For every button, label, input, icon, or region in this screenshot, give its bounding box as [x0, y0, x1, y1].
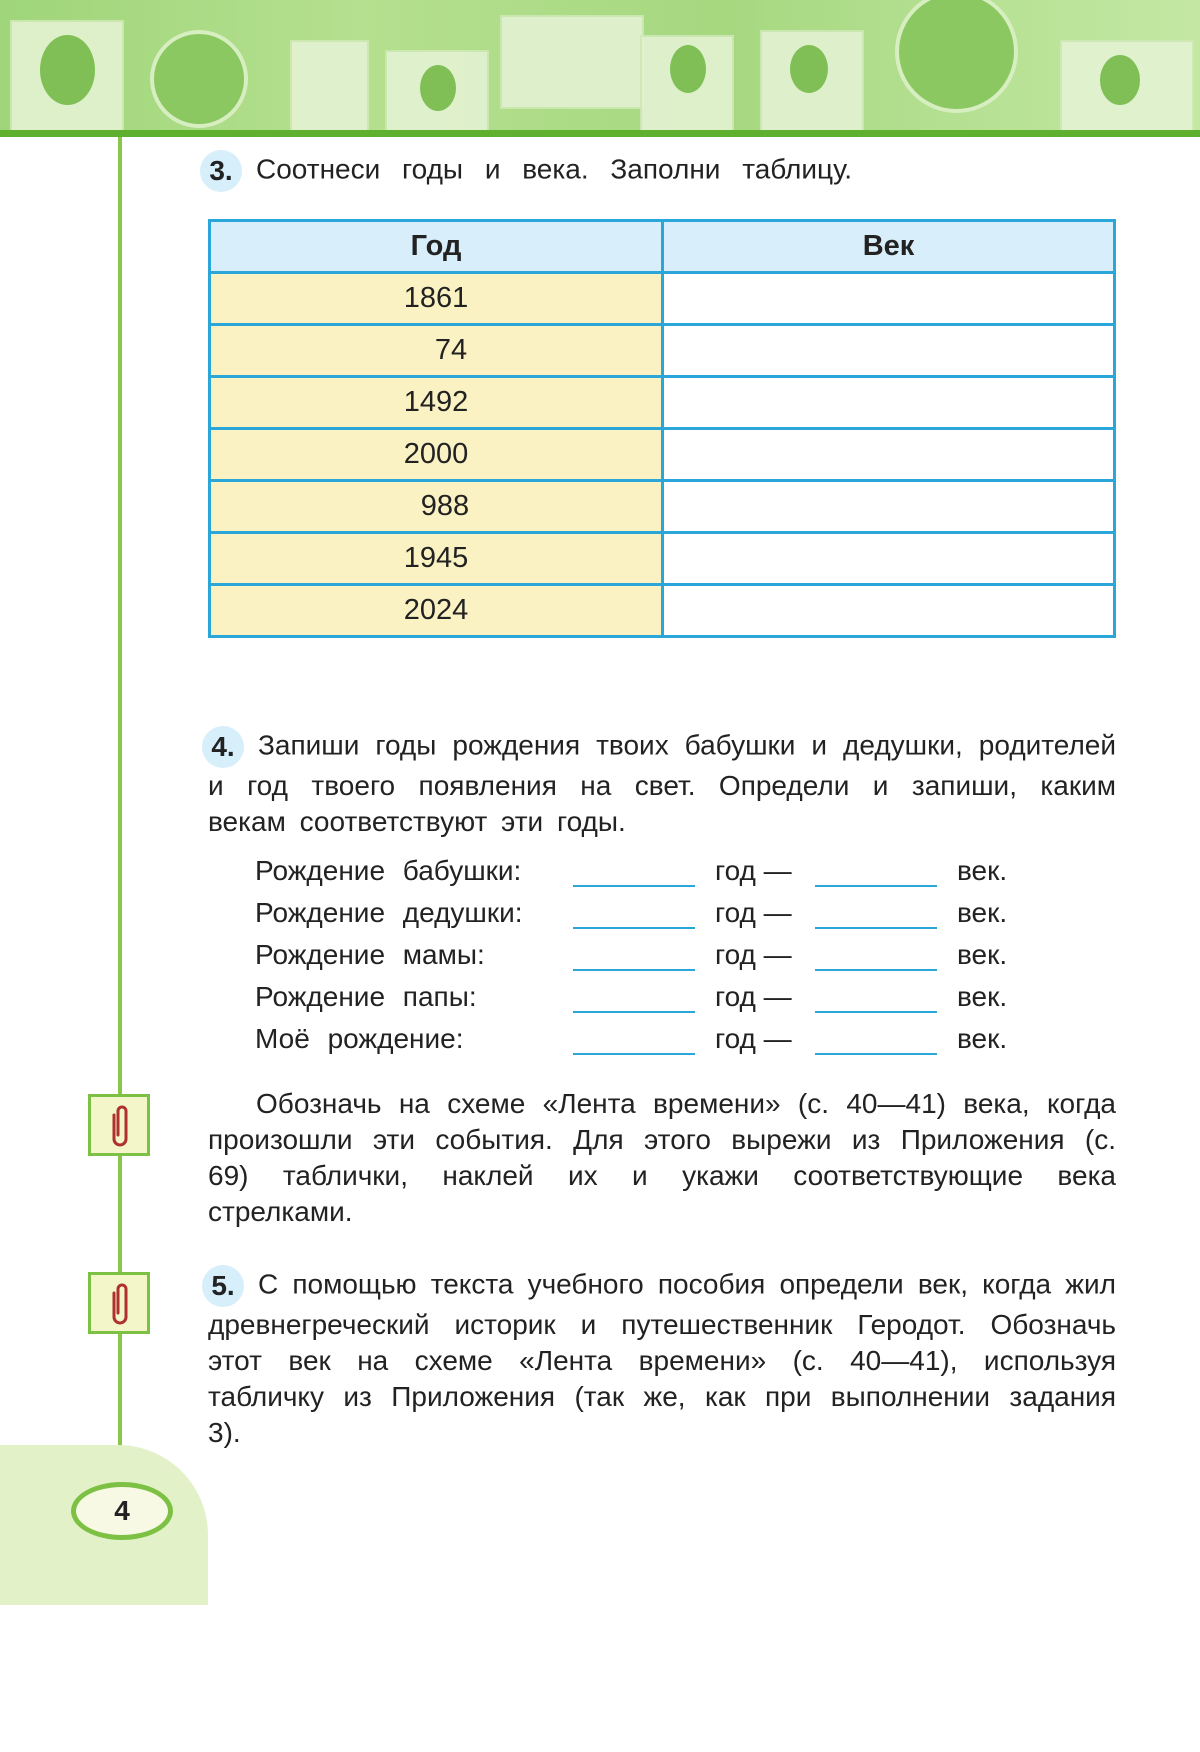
year-blank[interactable]: [573, 927, 695, 929]
task-5-number: 5.: [202, 1265, 244, 1307]
century-blank[interactable]: [815, 885, 937, 887]
century-answer-cell[interactable]: [663, 481, 1115, 533]
year-word: год —: [715, 897, 792, 928]
paperclip-marker-task-4: [88, 1094, 150, 1156]
table-header-row: [210, 221, 1115, 273]
year-blank[interactable]: [573, 1011, 695, 1013]
paperclip-marker-task-5: [88, 1272, 150, 1334]
year-word: год —: [715, 981, 792, 1012]
year-blank[interactable]: [573, 885, 695, 887]
task-3-number: 3.: [200, 150, 242, 192]
year-word: год —: [715, 1023, 792, 1054]
year-word: год —: [715, 939, 792, 970]
table-header-century: Век: [663, 221, 1115, 273]
fill-row-label: Рождение дедушки:: [255, 897, 523, 928]
century-answer-cell[interactable]: [663, 429, 1115, 481]
banner-photo-sign: [500, 15, 644, 109]
year-blank[interactable]: [573, 969, 695, 971]
page-number: 4: [71, 1482, 173, 1540]
years-centuries-table: [208, 219, 1116, 638]
year-cell: 74: [210, 325, 663, 377]
year-cell: 2000: [210, 429, 663, 481]
century-answer-cell[interactable]: [663, 533, 1115, 585]
century-blank[interactable]: [815, 927, 937, 929]
header-banner: [0, 0, 1200, 130]
century-word: век.: [957, 939, 1008, 970]
banner-portrait-2-face: [670, 45, 706, 93]
year-blank[interactable]: [573, 1053, 695, 1055]
century-answer-cell[interactable]: [663, 377, 1115, 429]
task-4-text: Запиши годы рождения твоих бабушки и дедушки, родителей и год твоего появления на свет. Определи и запиши, каким векам соответствуют эти годы.: [208, 729, 1116, 837]
task-4-instructions: [208, 726, 1116, 840]
century-answer-cell[interactable]: [663, 273, 1115, 325]
year-cell: 988: [210, 481, 663, 533]
century-blank[interactable]: [815, 1011, 937, 1013]
year-cell: 1861: [210, 273, 663, 325]
table-row: [210, 533, 1115, 585]
century-answer-cell[interactable]: [663, 325, 1115, 377]
table-row: [210, 273, 1115, 325]
table-row: [210, 481, 1115, 533]
century-word: век.: [957, 897, 1008, 928]
banner-statue-figure: [40, 35, 95, 105]
task-3-text: Соотнеси годы и века. Заполни таблицу.: [256, 153, 853, 185]
banner-portrait-4-face: [1100, 55, 1140, 105]
table-row: [210, 325, 1115, 377]
fill-row-label: Рождение мамы:: [255, 939, 485, 970]
table-row: [210, 429, 1115, 481]
table-header-year: Год: [210, 221, 663, 273]
table-row: [210, 377, 1115, 429]
fill-row-label: Рождение бабушки:: [255, 855, 522, 886]
task-5-text: С помощью текста учебного пособия определи век, когда жил древнегреческий историк и путешественник Геродот. Обозначь этот век на схеме «Лента времени» (с. 40—41), используя табличку из Приложения (так же, как при выполнении задания 3).: [208, 1268, 1116, 1448]
banner-portrait-3-face: [790, 45, 828, 93]
paperclip-icon: [105, 1281, 135, 1327]
fill-row-label: Моё рождение:: [255, 1023, 464, 1054]
task-3-heading: [200, 150, 852, 192]
paperclip-icon: [105, 1103, 135, 1149]
task-5-instructions: [208, 1265, 1116, 1451]
century-word: век.: [957, 1023, 1008, 1054]
banner-cosmonaut-helmet: [895, 0, 1018, 113]
banner-photo-lamp: [290, 40, 369, 130]
table-row: [210, 585, 1115, 637]
year-cell: 2024: [210, 585, 663, 637]
century-word: век.: [957, 981, 1008, 1012]
year-cell: 1945: [210, 533, 663, 585]
banner-divider: [0, 130, 1200, 137]
century-blank[interactable]: [815, 1053, 937, 1055]
task-4-number: 4.: [202, 726, 244, 768]
banner-portrait-1-face: [420, 65, 456, 111]
century-answer-cell[interactable]: [663, 585, 1115, 637]
year-word: год —: [715, 855, 792, 886]
century-blank[interactable]: [815, 969, 937, 971]
task-4-followup: Обозначь на схеме «Лента времени» (с. 40—41) века, когда произошли эти события. Для этого вырежи из Приложения (с. 69) таблички, наклей их и укажи соответствующие века стрелками.: [208, 1088, 1116, 1227]
year-cell: 1492: [210, 377, 663, 429]
fill-row-label: Рождение папы:: [255, 981, 477, 1012]
banner-medal: [150, 30, 248, 128]
century-word: век.: [957, 855, 1008, 886]
